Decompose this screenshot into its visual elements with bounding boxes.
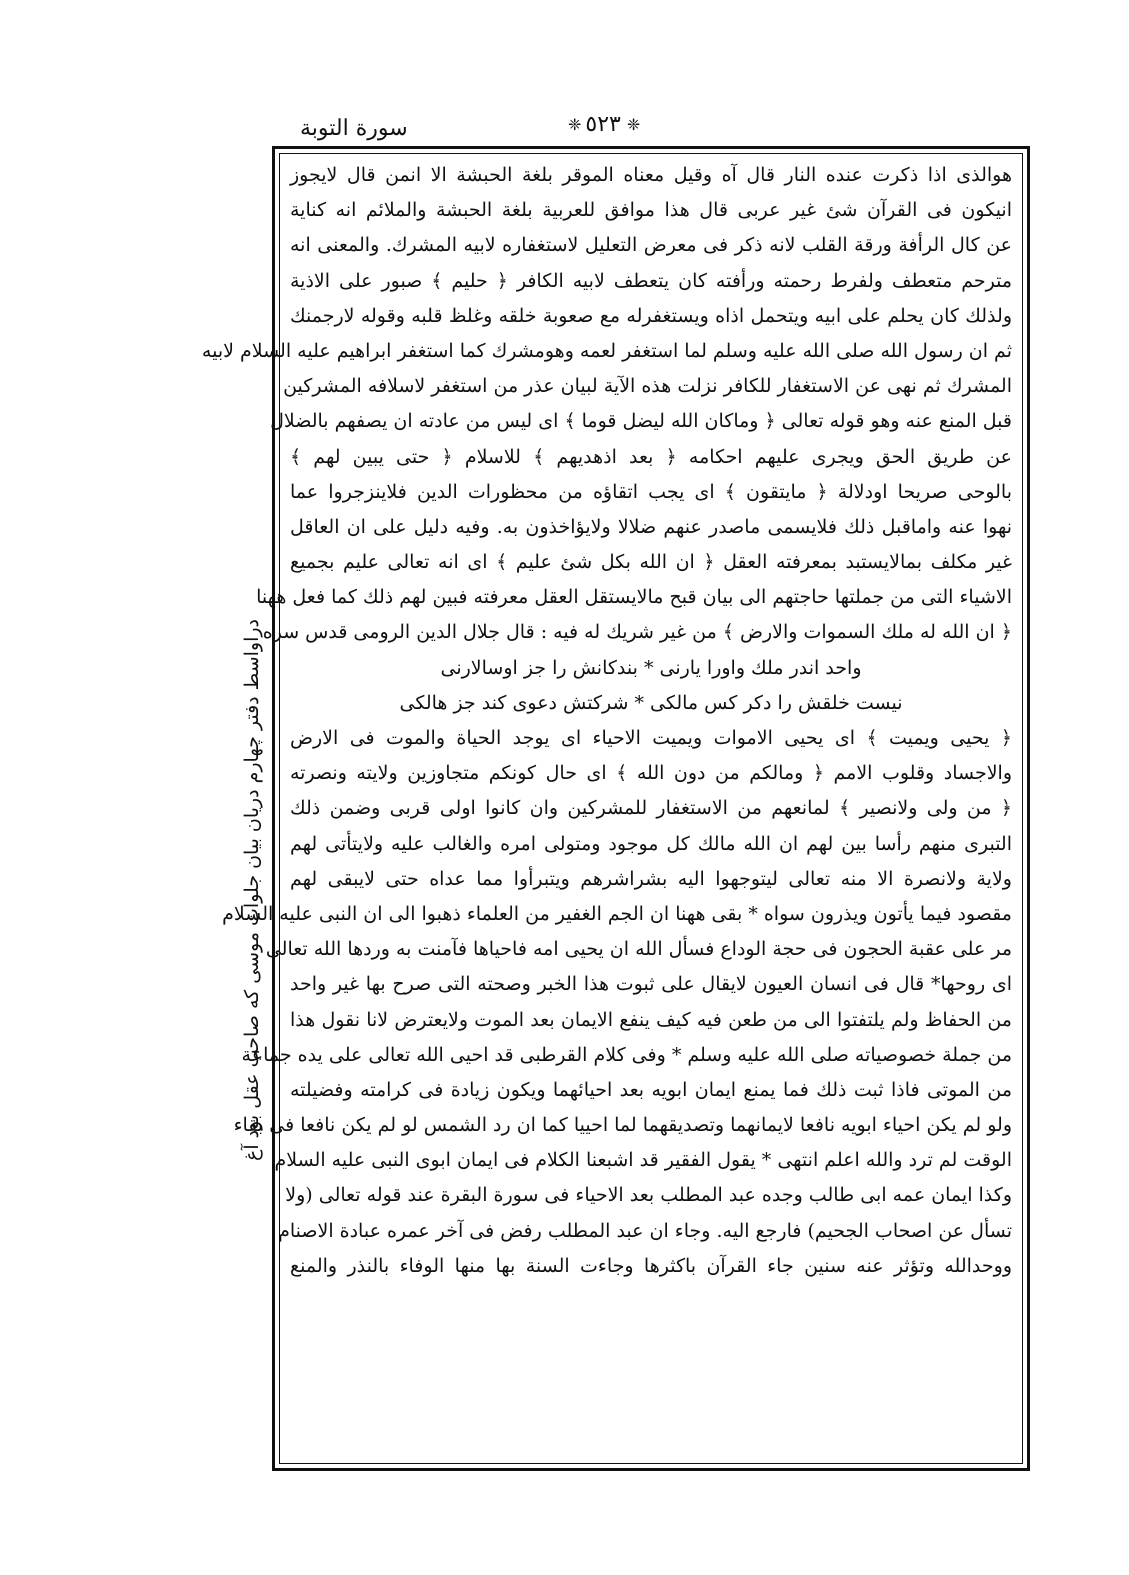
text-line: التبرى منهم رأسا بين لهم ان الله مالك كل موجود ومتولى امره والغالب عليه ولايتأتى لهم	[290, 832, 1012, 855]
text-line: عن طريق الحق ويجرى عليهم احكامه ﴿ بعد اذهديهم ﴾ للاسلام ﴿ حتى يبين لهم ﴾	[290, 445, 1012, 468]
text-line: ﴿ ان الله له ملك السموات والارض ﴾ من غير شريك له فيه : قال جلال الدين الرومى قدس سره	[262, 621, 1012, 644]
text-line: اى روحها* قال فى انسان العيون لايقال على ثبوت هذا الخبر وصحته التى صرح بها غير واحد	[290, 973, 1012, 996]
text-line: قبل المنع عنه وهو قوله تعالى ﴿ وماكان الله ليضل قوما ﴾ اى ليس من عادته ان يصفهم بالضلال	[270, 410, 1012, 433]
text-line: مقصود فيما يأتون ويذرون سواه * بقى ههنا ان الجم الغفير من العلماء ذهبوا الى ان النبى عليه السلام	[222, 902, 1012, 925]
text-line: تسأل عن اصحاب الجحيم) فارجع اليه. وجاء ان عبد المطلب رفض فى آخر عمره عبادة الاصنام	[278, 1219, 1012, 1242]
text-line: والاجساد وقلوب الامم ﴿ ومالكم من دون الله ﴾ اى حال كونكم متجاوزين ولايته ونصرته	[290, 762, 1012, 785]
text-line: غير مكلف بمالايستبد بمعرفته العقل ﴿ ان الله بكل شئ عليم ﴾ اى انه تعالى عليم بجميع	[290, 551, 1012, 574]
text-line: من الحفاظ ولم يلتفتوا الى من طعن فيه كيف ينفع الايمان بعد الموت ولايعترض لانا نقول هذا	[290, 1008, 1012, 1031]
ornament-right-icon: ❈	[626, 115, 639, 134]
text-line: ووحدالله وتؤثر عنه سنين جاء القرآن باكثرها وجاءت السنة بها منها الوفاء بالنذر والمنع	[290, 1254, 1012, 1277]
text-line: من جملة خصوصياته صلى الله عليه وسلم * وفى كلام القرطبى قد احيى الله تعالى على يده جماعة	[241, 1043, 1012, 1066]
text-line: ولاية ولانصرة الا منه تعالى ليتوجهوا اليه بشراشرهم ويتبرأوا مما عداه حتى لايبقى لهم	[290, 867, 1012, 890]
text-line: الاشياء التى من جملتها حاجتهم الى بيان قبح مالايستقل العقل معرفته فبين لهم ذلك كما فعل ههنا	[256, 586, 1012, 609]
ornament-left-icon: ❈	[568, 115, 580, 134]
page-number: ٥٢٣	[585, 112, 621, 137]
text-line: ﴿ يحيى ويميت ﴾ اى يحيى الاموات ويميت الاحياء اى يوجد الحياة والموت فى الارض	[290, 727, 1012, 749]
text-line: ولو لم يكن احياء ابويه نافعا لايمانهما وتصديقهما لما احييا كما ان رد الشمس لو لم يكن نافعا فى بقاء	[233, 1114, 1012, 1137]
verse-line: واحد اندر ملك واورا يارنى * بندكانش را جز اوسالارنى	[440, 656, 862, 679]
margin-note-text: دراواسط دفتر چهارم دریان بیان جلوات موسی که صاحب عقل بود آغ	[241, 618, 263, 1162]
text-line: المشرك ثم نهى عن الاستغفار للكافر نزلت هذه الآية لبيان عذر من استغفر لاسلافه المشركين	[283, 375, 1012, 398]
text-line: وكذا ايمان عمه ابى طالب وجده عبد المطلب بعد الاحياء فى سورة البقرة عند قوله تعالى (ولا	[285, 1184, 1012, 1207]
verse-line: نيست خلقش را دكر كس مالكى * شركتش دعوى كند جز هالكى	[399, 691, 903, 714]
text-line: بالوحى صريحا اودلالة ﴿ مايتقون ﴾ اى يجب اتقاؤه من محظورات الدين فلاينزجروا عما	[290, 480, 1012, 503]
surah-title: سورة التوبة	[300, 116, 408, 141]
page-number-header	[568, 112, 638, 137]
text-line: عن كال الرأفة ورقة القلب لانه ذكر فى معرض التعليل لاستغفاره لابيه المشرك. والمعنى انه	[290, 234, 1012, 257]
text-line: نهوا عنه واماقبل ذلك فلايسمى ماصدر عنهم ضلالا ولايؤاخذون به. وفيه دليل على ان العاقل	[290, 515, 1012, 538]
text-line: هوالذى اذا ذكرت عنده النار قال آه وقيل معناه الموقر بلغة الحبشة الا انمن قال لايجوز	[290, 164, 1012, 186]
text-line: ثم ان رسول الله صلى الله عليه وسلم لما استغفر لعمه وهومشرك كما استغفر ابراهيم عليه السلام لابيه	[201, 339, 1012, 362]
text-line: ﴿ من ولى ولانصير ﴾ لمانعهم من الاستغفار للمشركين وان كانوا اولى قربى وضمن ذلك	[290, 797, 1012, 820]
text-line: ولذلك كان يحلم على ابيه ويتحمل اذاه ويستغفرله مع صعوبة خلقه وغلظ قلبه وقوله لارجمنك	[290, 304, 1012, 327]
text-line: مر على عقبة الحجون فى حجة الوداع فسأل الله ان يحيى امه فاحياها فآمنت به وردها الله تعالى	[265, 938, 1012, 961]
text-line: الوقت لم ترد والله اعلم انتهى * يقول الفقير قد اشبعنا الكلام فى ايمان ابوى النبى عليه السلام	[274, 1149, 1012, 1172]
text-line: انيكون فى القرآن شئ غير عربى قال هذا موافق للعربية بلغة الحبشة والملائم انه كناية	[290, 199, 1012, 222]
text-line: من الموتى فاذا ثبت ذلك فما يمنع ايمان ابويه بعد احيائهما ويكون زيادة فى كرامته وفضيلته	[290, 1078, 1012, 1101]
text-line: مترحم متعطف ولفرط رحمته ورأفته كان يتعطف لابيه الكافر ﴿ حليم ﴾ صبور على الاذية	[290, 269, 1012, 292]
